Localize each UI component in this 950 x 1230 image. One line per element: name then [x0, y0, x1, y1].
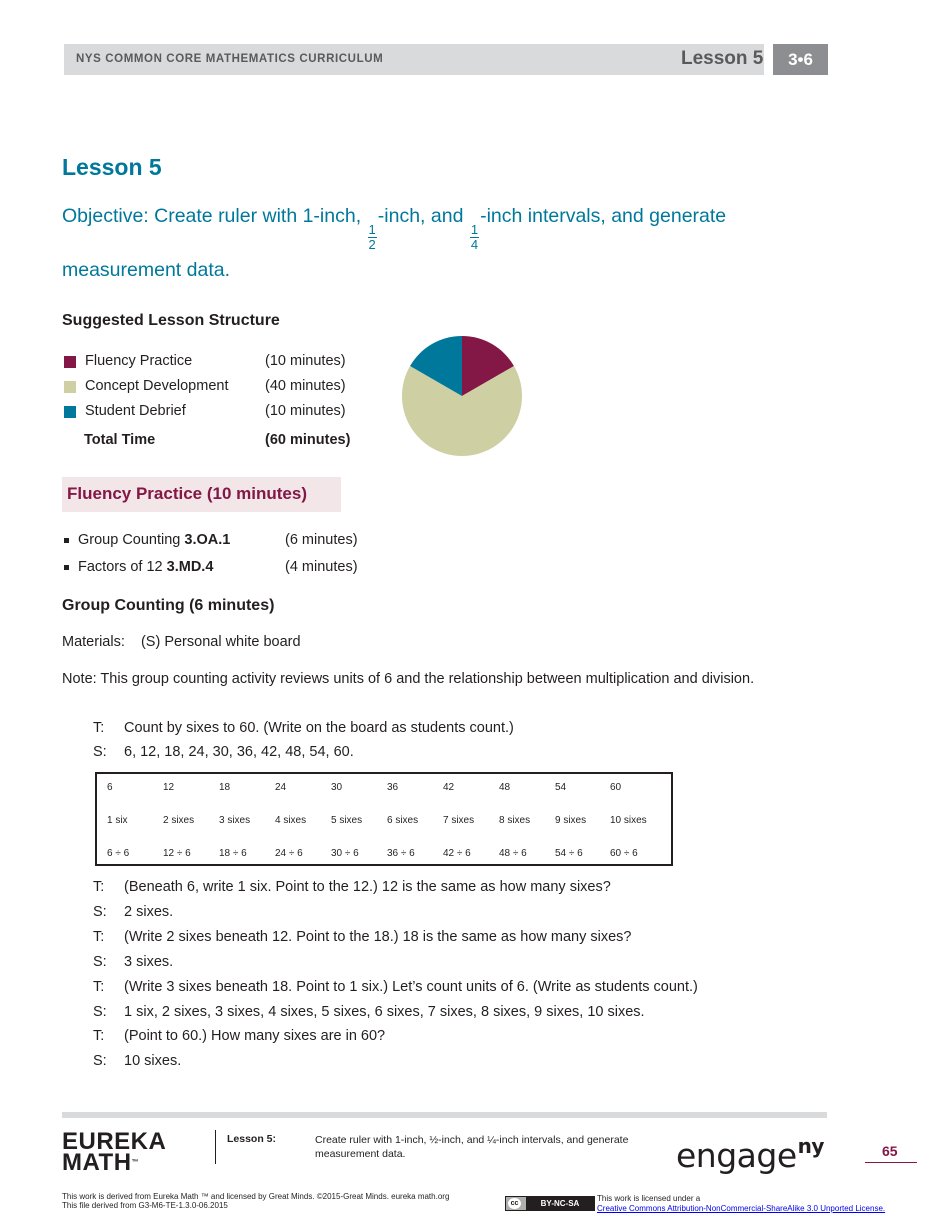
table-cell: 42 ÷ 6 — [443, 848, 471, 859]
fluency-item-name: Group Counting — [78, 532, 185, 548]
table-cell: 5 sixes — [331, 815, 363, 826]
structure-item-label: Concept Development — [85, 378, 229, 394]
grade-module-badge: 3•6 — [773, 44, 828, 75]
page-number-rule — [865, 1162, 917, 1163]
trademark: ™ — [131, 1159, 140, 1166]
lesson-structure-pie-chart — [402, 336, 522, 456]
table-cell: 24 — [275, 782, 287, 793]
total-time-value: (60 minutes) — [265, 432, 351, 448]
table-cell: 60 ÷ 6 — [610, 848, 638, 859]
dialog-speaker: S: — [93, 1004, 107, 1020]
dialog-speaker: T: — [93, 929, 105, 945]
fraction-quarter — [470, 223, 479, 252]
page-number: 65 — [882, 1143, 898, 1159]
fluency-item-name: Factors of 12 — [78, 559, 167, 575]
table-cell: 18 — [219, 782, 231, 793]
brand-text: engage — [676, 1136, 797, 1175]
fluency-heading: Fluency Practice (10 minutes) — [67, 484, 307, 503]
cc-license-badge[interactable] — [505, 1196, 595, 1211]
legend-swatch-fluency — [64, 356, 76, 368]
footer-divider — [215, 1130, 216, 1164]
logo-line-text: MATH — [62, 1149, 132, 1176]
structure-item-time: (10 minutes) — [265, 353, 346, 369]
cc-icon: cc — [508, 1198, 521, 1209]
dialog-text: (Write 3 sixes beneath 18. Point to 1 six.) Let’s count units of 6. (Write as students count.) — [124, 979, 698, 995]
fraction-denominator: 2 — [368, 237, 376, 252]
fraction-numerator: 1 — [368, 222, 376, 237]
bullet-icon — [64, 565, 69, 570]
dialog-text: 2 sixes. — [124, 904, 174, 920]
cc-badge-label: BY-NC-SA — [526, 1197, 594, 1210]
dialog-speaker: T: — [93, 879, 105, 895]
brand-sup: ny — [797, 1134, 824, 1158]
table-cell: 2 sixes — [163, 815, 195, 826]
table-cell: 9 sixes — [555, 815, 587, 826]
dialog-text: (Point to 60.) How many sixes are in 60? — [124, 1028, 386, 1044]
table-cell: 18 ÷ 6 — [219, 848, 247, 859]
dialog-speaker: S: — [93, 744, 107, 760]
table-cell: 36 ÷ 6 — [387, 848, 415, 859]
fluency-item — [78, 559, 213, 575]
legend-swatch-concept — [64, 381, 76, 393]
dialog-text: Count by sixes to 60. (Write on the board as students count.) — [124, 720, 514, 736]
note: Note: This group counting activity reviews units of 6 and the relationship between multiplication and division. — [62, 671, 755, 687]
footer-rule — [62, 1112, 827, 1118]
table-cell: 60 — [610, 782, 622, 793]
table-cell: 48 — [499, 782, 511, 793]
fluency-item-standard: 3.OA.1 — [184, 532, 231, 548]
credit-line: This file derived from G3-M6-TE-1.3.0-06.2015 — [62, 1201, 228, 1210]
objective-suffix: -inch intervals, and generate measurement data. — [62, 205, 727, 281]
table-cell: 10 sixes — [610, 815, 647, 826]
fraction-numerator: 1 — [470, 222, 479, 237]
structure-heading: Suggested Lesson Structure — [62, 312, 280, 329]
table-cell: 1 six — [107, 815, 128, 826]
dialog-text: 10 sixes. — [124, 1053, 182, 1069]
license-link[interactable]: Creative Commons Attribution-NonCommercial-ShareAlike 3.0 Unported License. — [597, 1204, 886, 1213]
dialog-speaker: T: — [93, 1028, 105, 1044]
materials: Materials: (S) Personal white board — [62, 634, 301, 650]
table-cell: 54 — [555, 782, 567, 793]
footer-lesson-desc: Create ruler with 1-inch, ½-inch, and ¼-inch intervals, and generate measurement data. — [315, 1134, 629, 1160]
total-time-label: Total Time — [84, 432, 156, 448]
fluency-item-time: (4 minutes) — [285, 559, 358, 575]
sixes-table — [95, 772, 673, 866]
bullet-icon — [64, 538, 69, 543]
dialog-speaker: T: — [93, 720, 105, 736]
table-cell: 8 sixes — [499, 815, 531, 826]
fluency-item-standard: 3.MD.4 — [166, 559, 214, 575]
objective — [62, 198, 802, 288]
table-cell: 30 ÷ 6 — [331, 848, 359, 859]
table-cell: 24 ÷ 6 — [275, 848, 303, 859]
fraction-denominator: 4 — [470, 237, 479, 252]
objective-prefix: Objective: Create ruler with 1-inch, — [62, 205, 367, 227]
structure-item-time: (10 minutes) — [265, 403, 346, 419]
structure-item-label: Fluency Practice — [85, 353, 193, 369]
dialog-text: 3 sixes. — [124, 954, 174, 970]
credit-line: This work is derived from Eureka Math ™ and licensed by Great Minds. ©2015-Great Minds. eureka math.org — [62, 1192, 450, 1201]
engageny-logo — [676, 1134, 824, 1175]
structure-item-time: (40 minutes) — [265, 378, 346, 394]
table-cell: 6 sixes — [387, 815, 419, 826]
table-cell: 6 — [107, 782, 113, 793]
table-cell: 7 sixes — [443, 815, 475, 826]
legend-swatch-debrief — [64, 406, 76, 418]
table-cell: 48 ÷ 6 — [499, 848, 527, 859]
table-cell: 3 sixes — [219, 815, 251, 826]
logo-line — [62, 1149, 166, 1176]
dialog-text: 1 six, 2 sixes, 3 sixes, 4 sixes, 5 sixes, 6 sixes, 7 sixes, 8 sixes, 9 sixes, 10 sixes. — [124, 1004, 645, 1020]
dialog-text: 6, 12, 18, 24, 30, 36, 42, 48, 54, 60. — [124, 744, 354, 760]
dialog-speaker: S: — [93, 1053, 107, 1069]
table-cell: 36 — [387, 782, 399, 793]
objective-mid: -inch, and — [377, 205, 469, 227]
dialog-text: (Write 2 sixes beneath 12. Point to the 18.) 18 is the same as how many sixes? — [124, 929, 632, 945]
group-counting-heading: Group Counting (6 minutes) — [62, 597, 275, 614]
logo-line: EUREKA — [62, 1128, 167, 1155]
table-cell: 6 ÷ 6 — [107, 848, 130, 859]
footer-lesson-label: Lesson 5: — [227, 1133, 277, 1145]
table-cell: 12 — [163, 782, 175, 793]
table-cell: 54 ÷ 6 — [555, 848, 583, 859]
dialog-speaker: S: — [93, 954, 107, 970]
page-title: Lesson 5 — [62, 154, 162, 180]
fluency-item-time: (6 minutes) — [285, 532, 358, 548]
dialog-speaker: S: — [93, 904, 107, 920]
fraction-half — [368, 223, 377, 252]
table-cell: 4 sixes — [275, 815, 307, 826]
dialog-speaker: T: — [93, 979, 105, 995]
structure-item-label: Student Debrief — [85, 403, 186, 419]
table-cell: 30 — [331, 782, 343, 793]
table-cell: 12 ÷ 6 — [163, 848, 191, 859]
eureka-math-logo — [62, 1128, 167, 1176]
license-text: This work is licensed under a — [597, 1194, 701, 1203]
table-cell: 42 — [443, 782, 455, 793]
curriculum-title: NYS COMMON CORE MATHEMATICS CURRICULUM — [76, 53, 384, 65]
header-lesson: Lesson 5 — [681, 48, 764, 69]
dialog-text: (Beneath 6, write 1 six. Point to the 12.) 12 is the same as how many sixes? — [124, 879, 611, 895]
fluency-item — [78, 532, 230, 548]
